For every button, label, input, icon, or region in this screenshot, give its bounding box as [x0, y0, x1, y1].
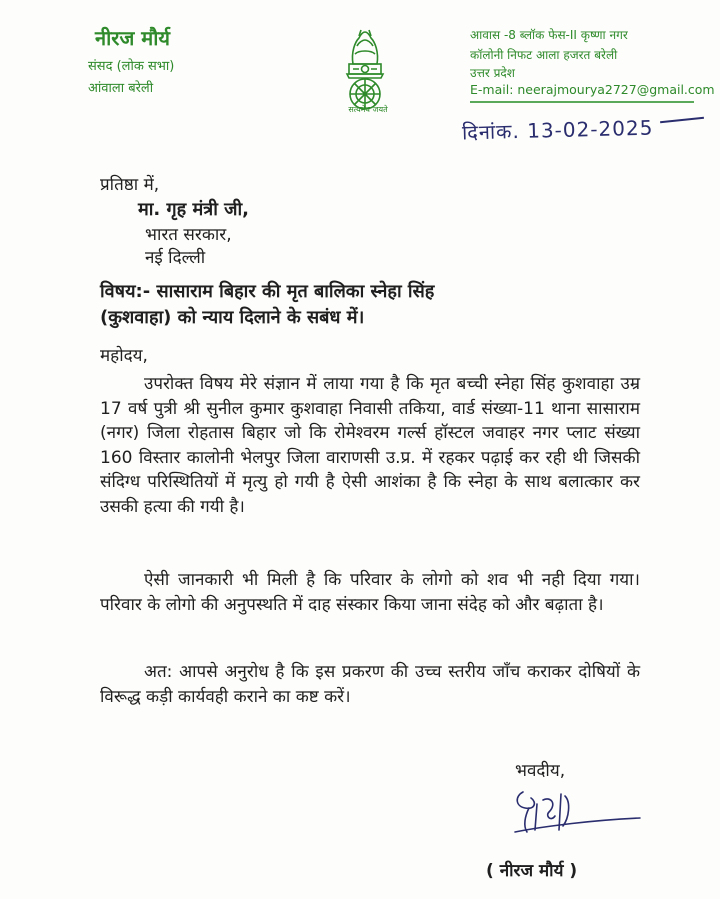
handwritten-date: दिनांक. 13-02-2025 — [461, 115, 654, 145]
salutation: महोदय, — [100, 346, 148, 366]
address-line-1: आवास -8 ब्लॉक फेस-II कृष्णा नगर — [470, 28, 628, 42]
emblem-motto: सत्यमेव जयते — [348, 105, 388, 114]
signature-icon — [505, 782, 645, 842]
subject-line-1: विषय:- सासाराम बिहार की मृत बालिका स्नेहा सिंह — [100, 281, 435, 302]
signatory-name: ( नीरज मौर्य ) — [486, 861, 578, 881]
body-paragraph-1 — [100, 372, 640, 519]
subject-line-2: (कुशवाहा) को न्याय दिलाने के सबंध में। — [100, 307, 365, 328]
recipient-line-4: नई दिल्ली — [145, 248, 206, 268]
body-paragraph-3 — [100, 660, 640, 709]
address-line-3: उत्तर प्रदेश — [470, 66, 515, 80]
letterhead-constituency: आंवाला बरेली — [88, 81, 154, 96]
recipient-line-2: मा. गृह मंत्री जी, — [138, 199, 249, 220]
letterhead-designation: संसद (लोक सभा) — [88, 59, 175, 74]
recipient-line-1: प्रतिष्ठा में, — [100, 175, 160, 195]
letterhead-divider — [470, 101, 694, 103]
date-underline — [660, 117, 704, 123]
recipient-line-3: भारत सरकार, — [145, 225, 232, 245]
email-address: E-mail: neerajmourya2727@gmail.com — [470, 82, 715, 97]
letterhead-name: नीरज मौर्य — [95, 26, 171, 50]
body-paragraph-1-text: उपरोक्त विषय मेरे संज्ञान में लाया गया है कि मृत बच्ची स्नेहा सिंह कुशवाहा उम्र 17 वर्ष पुत्री श्री सुनील कुमार कुशवाहा निवासी तकिया, वार्ड संख्या-11 थाना सासाराम (नगर) जिला रोहतास बिहार जो कि रोमेश्वरम गर्ल्स हॉस्टल जवाहर नगर प्लाट संख्या 160 विस्तार कालोनी भेलपुर जिला वाराणसी उ.प्र. में रहकर पढ़ाई कर रही थी जिसकी संदिग्ध परिस्थितियों में मृत्यु हो गयी है ऐसी आशंका है कि स्नेहा के साथ बलात्कार कर उसकी हत्या की गयी है। — [100, 374, 640, 517]
body-paragraph-3-text: अत: आपसे अनुरोध है कि इस प्रकरण की उच्च स्तरीय जाँच कराकर दोषियों के विरूद्ध कड़ी कार्यवही कराने का कष्ट करें। — [100, 662, 640, 707]
closing: भवदीय, — [515, 761, 566, 781]
body-paragraph-2-text: ऐसी जानकारी भी मिली है कि परिवार के लोगो को शव भी नही दिया गया। परिवार के लोगो की अनुपस्थति में दाह संस्कार किया जाना संदेह को और बढ़ाता है। — [100, 570, 640, 615]
address-line-2: कॉलोनी निफट आला हजरत बरेली — [470, 48, 618, 62]
body-paragraph-2 — [100, 568, 640, 617]
